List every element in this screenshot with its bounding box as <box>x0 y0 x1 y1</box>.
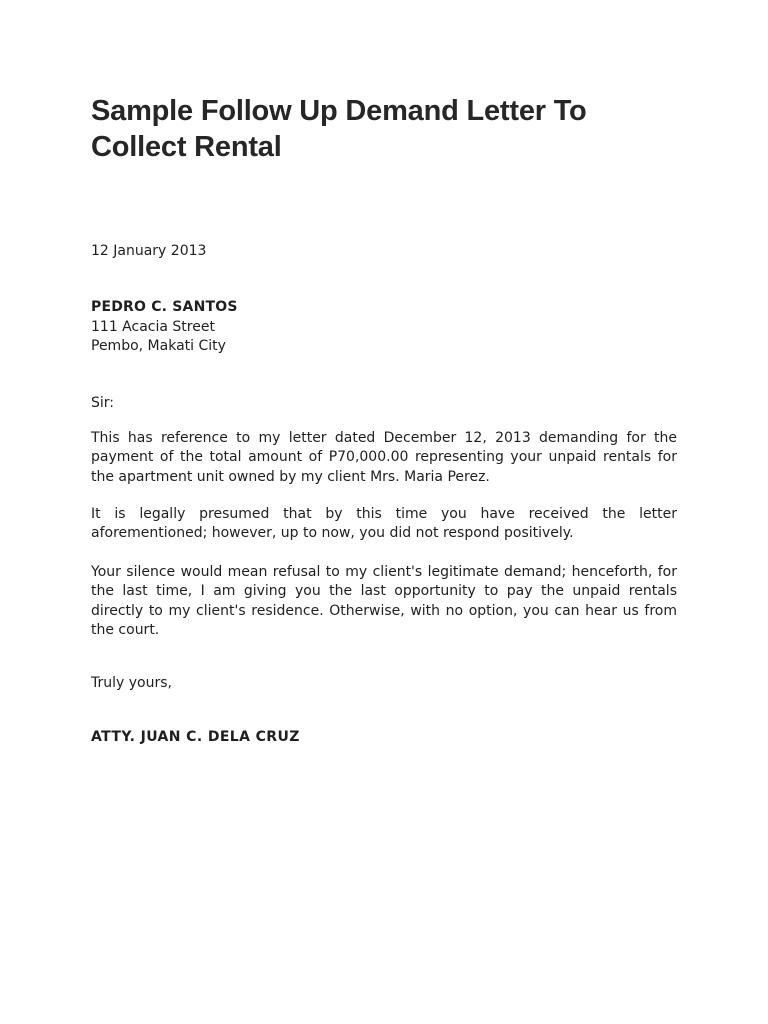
recipient-address-line1: 111 Acacia Street <box>91 318 215 335</box>
body-paragraph-2: It is legally presumed that by this time you have received the letter aforementioned; however, up to now, you did not respond positively. <box>91 506 677 542</box>
letter-date: 12 January 2013 <box>91 243 207 259</box>
body-paragraph-1: This has reference to my letter dated December 12, 2013 demanding for the payment of the total amount of P70,000.00 representing your unpaid rentals for the apartment unit owned by my client Mrs. Maria Perez. <box>91 430 677 485</box>
signatory-name: ATTY. JUAN C. DELA CRUZ <box>91 729 300 745</box>
document-title: Sample Follow Up Demand Letter To Collect Rental <box>91 95 587 163</box>
recipient-name: PEDRO C. SANTOS <box>91 299 238 315</box>
body-paragraph-3: Your silence would mean refusal to my client's legitimate demand; henceforth, for the last time, I am giving you the last opportunity to pay the unpaid rentals directly to my client's residence. Otherwise, with no option, you can hear us from the court. <box>91 564 677 638</box>
salutation: Sir: <box>91 395 115 411</box>
closing: Truly yours, <box>91 675 172 691</box>
recipient-address-line2: Pembo, Makati City <box>91 338 226 354</box>
recipient-block <box>91 298 238 357</box>
